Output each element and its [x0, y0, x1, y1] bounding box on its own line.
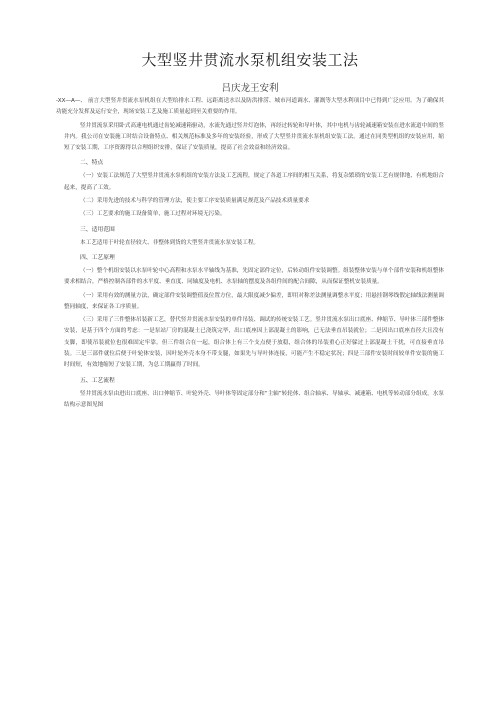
principle-item: （一）采用有效的测量方法，确定部件安装调整值及位置方位，最大限度减少偏差，即用对称差法测量调整水平度；用悬挂钢琴线假定轴线法测量调整同轴度，来保证各工序质量。: [64, 292, 444, 310]
principle-item: （三）采用了三件整体吊装新工艺，替代竖井贯流水泵安装的单件吊装、调试的传统安装工艺。竖井贯流水泵出口底座、伸缩节、导叶体三部件整体安装，是基于四个方面的考虑：一是泵站厂房的混凝土已浇筑完毕，出口底座因上部混凝土的影响，已无法垂直吊装就位；二是因出口底座直径大且没有支脚，即使吊装就位也很难固定牢靠。但三件组合在一起，组合体上有三个支点便于放稳，组合体的吊装重心正好躲过上部混凝土干扰，可直接垂直吊装。三是三部件就位后便于叶轮体安装，因叶轮外壳本身不带支腿，如果先与导叶体连接，可能产生不稳定状况；四是三部件安装时间较单件安装的施工时间短，有效地缩短了安装工期，为总工期赢得了时间。: [64, 317, 444, 369]
scope-paragraph: 本工艺适用于叶轮直径较大、非整体到货的大型竖井贯流水泵安装工程。: [80, 239, 260, 246]
section-heading-principle: 四、工艺原理: [80, 254, 115, 261]
feature-item: （一）安装工法规范了大型竖井贯流水泵机组的安装方法及工艺流程，规定了各道工序间的相互关系，将复杂繁琐的安装工艺有规律地、有机地组合起来，提高了工效。: [64, 173, 444, 191]
intro-paragraph: 竖井贯流泵采用卧式高速电机通过齿轮减速箱驱动，水流先通过竖井灯泡体，再经过转轮和导叶体，其中电机与齿轮减速箱安装在进水流道中间的竖井内。我公司在安装施工时结合设备特点、相关规范标准及多年的安装经验，形成了大型竖井贯流水泵机组安装工法。通过在同类型机组的安装应用，缩短了安装工期，工序资源得以合理组织安排，保证了安装质量，提高了社会效益和经济效益。: [64, 122, 444, 152]
document-title: 大型竖井贯流水泵机组安装工法: [141, 51, 359, 69]
section-heading-scope: 三、适用范围: [80, 226, 115, 233]
feature-item: （三）工艺要求的施工设备简单，施工过程对环境无污染。: [80, 211, 226, 218]
document-body: [56, 96, 444, 413]
section-heading-process: 五、工艺流程: [80, 377, 115, 384]
process-paragraph: 竖井贯流水泵由进出口底座、出口伸缩节、叶轮外壳、导叶体等固定部分和“主轴”转轮体、组合轴承、导轴承、减速箱、电机等转动部分组成。水泵结构示意图见图: [64, 390, 444, 408]
abstract-paragraph: -XX—A—、 前言大型竖井贯流水泵机组在大型给排水工程、远距离送水以及防洪排涝、城市河道调水、灌溉等大型水利项目中已得到广泛应用。为了确保其功能充分发挥及运行安全，现场安装工艺及施工质量起到至关重要的作用。: [56, 98, 444, 116]
section-heading-features: 二、特点: [80, 160, 104, 167]
principle-item: （一）整个机组安装以水泵叶轮中心高程和水泵水平轴线为基准，先固定部件定位，后转动组件安装调整。组装整体安装与单个部件安装和机组整体要求相结合，严格控制各部件的水平度、垂直度、同轴度及电机、水泵轴的摆度及各组件间的配合间隙，从而保证整机安装质量。: [64, 267, 444, 286]
document-author: 吕庆龙王安利: [221, 83, 279, 94]
feature-item: （二）采用先进的技术与科学的管理方法，使主要工序安装质量满足规范及产品技术质量要求: [80, 198, 310, 205]
